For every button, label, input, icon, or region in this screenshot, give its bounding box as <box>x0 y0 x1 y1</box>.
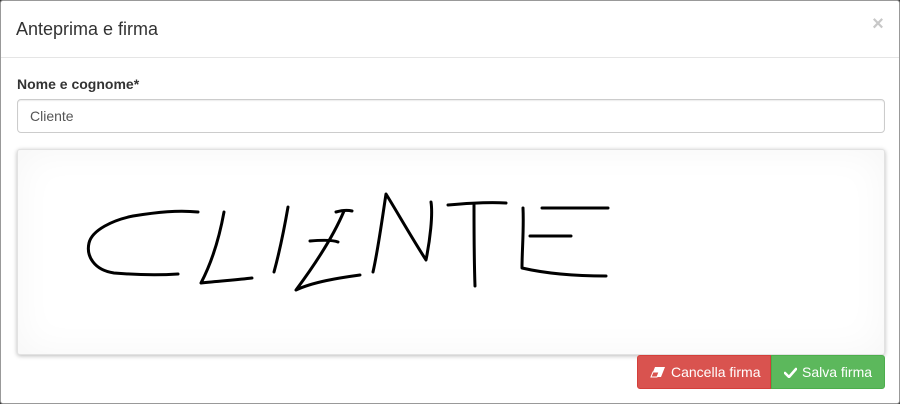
signature-stroke-c <box>88 211 198 274</box>
save-signature-label: Salva firma <box>802 364 873 380</box>
signature-stroke-e1-spine <box>296 211 360 290</box>
dialog-header <box>1 1 899 58</box>
eraser-icon <box>650 366 666 378</box>
signature-stroke-e1-top <box>336 210 352 212</box>
check-icon <box>784 367 797 378</box>
name-input[interactable] <box>17 99 885 133</box>
close-button[interactable]: × <box>869 13 887 35</box>
signature-stroke-e2-spine <box>522 208 606 276</box>
signature-stroke-n <box>373 194 432 272</box>
signature-drawing <box>18 150 884 354</box>
clear-signature-label: Cancella firma <box>671 364 761 380</box>
save-signature-button[interactable] <box>771 355 885 389</box>
name-label: Nome e cognome* <box>17 76 140 92</box>
signature-stroke-l1 <box>201 212 252 283</box>
clear-signature-button[interactable] <box>637 355 771 389</box>
signature-stroke-t1-stem <box>474 205 475 286</box>
signature-stroke-i <box>274 207 288 272</box>
signature-stroke-e1-bar <box>310 240 338 242</box>
signature-stroke-t1-top <box>448 203 506 205</box>
signature-pad[interactable] <box>17 149 885 355</box>
dialog-title: Anteprima e firma <box>16 19 159 39</box>
